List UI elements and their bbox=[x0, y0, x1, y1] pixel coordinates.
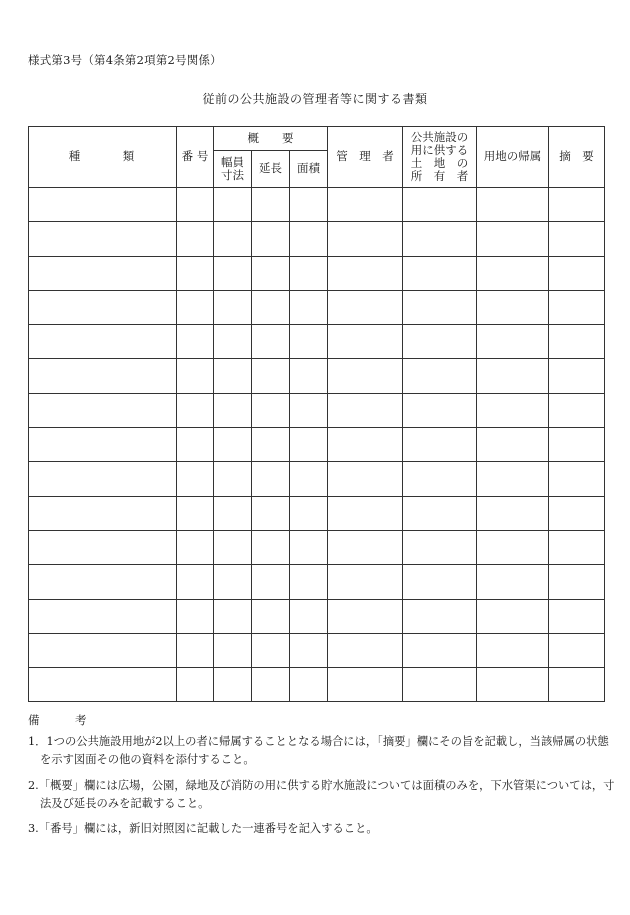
land-attribution-cell[interactable] bbox=[477, 222, 549, 256]
area-cell[interactable] bbox=[290, 530, 328, 564]
table-row bbox=[29, 325, 605, 359]
land-owner-cell[interactable] bbox=[403, 633, 477, 667]
number-cell[interactable] bbox=[177, 496, 214, 530]
land-owner-cell[interactable] bbox=[403, 668, 477, 702]
width-size-cell[interactable] bbox=[214, 290, 252, 324]
type-cell[interactable] bbox=[29, 428, 177, 462]
manager-cell[interactable] bbox=[328, 290, 403, 324]
number-cell[interactable] bbox=[177, 462, 214, 496]
land-attribution-cell[interactable] bbox=[477, 633, 549, 667]
type-cell[interactable] bbox=[29, 188, 177, 222]
table-row bbox=[29, 565, 605, 599]
header-land-owner bbox=[403, 127, 477, 188]
length-cell[interactable] bbox=[252, 668, 290, 702]
type-cell[interactable] bbox=[29, 393, 177, 427]
table-row bbox=[29, 428, 605, 462]
remark-note-3: 3.「番号」欄には，新旧対照図に記載した一連番号を記入すること。 bbox=[28, 822, 378, 835]
area-cell[interactable] bbox=[290, 188, 328, 222]
land-owner-cell[interactable] bbox=[403, 565, 477, 599]
manager-cell[interactable] bbox=[328, 599, 403, 633]
table-row bbox=[29, 633, 605, 667]
land-owner-cell[interactable] bbox=[403, 599, 477, 633]
header-summary: 摘 要 bbox=[549, 127, 605, 188]
land-owner-cell[interactable] bbox=[403, 462, 477, 496]
land-attribution-cell[interactable] bbox=[477, 393, 549, 427]
length-cell[interactable] bbox=[252, 428, 290, 462]
land-owner-line-1: 公共施設の bbox=[410, 129, 469, 144]
header-length: 延長 bbox=[252, 151, 290, 188]
manager-cell[interactable] bbox=[328, 188, 403, 222]
summary-cell[interactable] bbox=[549, 256, 605, 290]
land-owner-line-4: 所 有 者 bbox=[410, 169, 469, 184]
land-owner-cell[interactable] bbox=[403, 325, 477, 359]
land-attribution-cell[interactable] bbox=[477, 530, 549, 564]
width-size-cell[interactable] bbox=[214, 222, 252, 256]
table-row bbox=[29, 462, 605, 496]
number-cell[interactable] bbox=[177, 325, 214, 359]
area-cell[interactable] bbox=[290, 359, 328, 393]
type-cell[interactable] bbox=[29, 599, 177, 633]
header-width-size bbox=[214, 151, 252, 188]
land-owner-cell[interactable] bbox=[403, 188, 477, 222]
length-cell[interactable] bbox=[252, 359, 290, 393]
land-attribution-cell[interactable] bbox=[477, 599, 549, 633]
land-owner-cell[interactable] bbox=[403, 222, 477, 256]
type-cell[interactable] bbox=[29, 565, 177, 599]
width-size-cell[interactable] bbox=[214, 428, 252, 462]
remark-note-1: 1．1つの公共施設用地が2以上の者に帰属することとなる場合には，「摘要」欄にその旨を記載し，当該帰属の状態を示す図面その他の資料を添付すること。 bbox=[28, 735, 609, 767]
type-cell[interactable] bbox=[29, 633, 177, 667]
type-cell[interactable] bbox=[29, 462, 177, 496]
table-row bbox=[29, 222, 605, 256]
number-cell[interactable] bbox=[177, 359, 214, 393]
summary-cell[interactable] bbox=[549, 325, 605, 359]
summary-cell[interactable] bbox=[549, 633, 605, 667]
number-cell[interactable] bbox=[177, 668, 214, 702]
width-size-cell[interactable] bbox=[214, 633, 252, 667]
land-attribution-cell[interactable] bbox=[477, 428, 549, 462]
type-cell[interactable] bbox=[29, 256, 177, 290]
area-cell[interactable] bbox=[290, 428, 328, 462]
width-size-cell[interactable] bbox=[214, 668, 252, 702]
header-area: 面積 bbox=[290, 151, 328, 188]
land-owner-line-3: 土 地 の bbox=[410, 156, 469, 170]
area-cell[interactable] bbox=[290, 325, 328, 359]
type-cell[interactable] bbox=[29, 496, 177, 530]
manager-cell[interactable] bbox=[328, 633, 403, 667]
land-attribution-cell[interactable] bbox=[477, 496, 549, 530]
width-size-cell[interactable] bbox=[214, 565, 252, 599]
area-cell[interactable] bbox=[290, 496, 328, 530]
number-cell[interactable] bbox=[177, 222, 214, 256]
area-cell[interactable] bbox=[290, 462, 328, 496]
remarks-heading: 備 考 bbox=[28, 713, 99, 727]
width-size-cell[interactable] bbox=[214, 462, 252, 496]
type-cell[interactable] bbox=[29, 290, 177, 324]
land-attribution-cell[interactable] bbox=[477, 188, 549, 222]
header-land-attribution: 用地の帰属 bbox=[477, 127, 549, 188]
document-title: 従前の公共施設の管理者等に関する書類 bbox=[202, 92, 428, 106]
area-cell[interactable] bbox=[290, 633, 328, 667]
length-cell[interactable] bbox=[252, 565, 290, 599]
manager-cell[interactable] bbox=[328, 393, 403, 427]
number-cell[interactable] bbox=[177, 393, 214, 427]
summary-cell[interactable] bbox=[549, 530, 605, 564]
width-size-cell[interactable] bbox=[214, 393, 252, 427]
number-cell[interactable] bbox=[177, 290, 214, 324]
width-size-cell[interactable] bbox=[214, 599, 252, 633]
length-cell[interactable] bbox=[252, 188, 290, 222]
type-cell[interactable] bbox=[29, 359, 177, 393]
manager-cell[interactable] bbox=[328, 462, 403, 496]
number-cell[interactable] bbox=[177, 256, 214, 290]
manager-cell[interactable] bbox=[328, 428, 403, 462]
length-cell[interactable] bbox=[252, 530, 290, 564]
area-cell[interactable] bbox=[290, 290, 328, 324]
land-owner-cell[interactable] bbox=[403, 290, 477, 324]
type-cell[interactable] bbox=[29, 530, 177, 564]
width-size-line-1: 幅員 bbox=[221, 154, 244, 169]
land-owner-line-2: 用に供する bbox=[410, 142, 469, 157]
land-owner-cell[interactable] bbox=[403, 428, 477, 462]
land-attribution-cell[interactable] bbox=[477, 325, 549, 359]
width-size-cell[interactable] bbox=[214, 496, 252, 530]
table-row bbox=[29, 290, 605, 324]
facility-table bbox=[28, 126, 605, 702]
manager-cell[interactable] bbox=[328, 256, 403, 290]
width-size-cell[interactable] bbox=[214, 530, 252, 564]
remark-note-2: 2.「概要」欄には広場，公園，緑地及び消防の用に供する貯水施設については面積のみを，下水管渠については，寸法及び延長のみを記載すること。 bbox=[28, 779, 615, 811]
table-body bbox=[29, 188, 605, 702]
manager-cell[interactable] bbox=[328, 222, 403, 256]
length-cell[interactable] bbox=[252, 599, 290, 633]
table-row bbox=[29, 599, 605, 633]
land-attribution-cell[interactable] bbox=[477, 290, 549, 324]
table-row bbox=[29, 668, 605, 702]
summary-cell[interactable] bbox=[549, 188, 605, 222]
area-cell[interactable] bbox=[290, 565, 328, 599]
header-overview: 概 要 bbox=[214, 127, 328, 151]
land-attribution-cell[interactable] bbox=[477, 668, 549, 702]
number-cell[interactable] bbox=[177, 188, 214, 222]
summary-cell[interactable] bbox=[549, 359, 605, 393]
summary-cell[interactable] bbox=[549, 222, 605, 256]
width-size-cell[interactable] bbox=[214, 188, 252, 222]
length-cell[interactable] bbox=[252, 496, 290, 530]
summary-cell[interactable] bbox=[549, 290, 605, 324]
table-row bbox=[29, 393, 605, 427]
table-row bbox=[29, 496, 605, 530]
table-row bbox=[29, 188, 605, 222]
land-owner-cell[interactable] bbox=[403, 359, 477, 393]
length-cell[interactable] bbox=[252, 462, 290, 496]
land-attribution-cell[interactable] bbox=[477, 359, 549, 393]
width-size-cell[interactable] bbox=[214, 359, 252, 393]
header-type: 種 類 bbox=[29, 127, 177, 188]
manager-cell[interactable] bbox=[328, 668, 403, 702]
manager-cell[interactable] bbox=[328, 530, 403, 564]
type-cell[interactable] bbox=[29, 668, 177, 702]
type-cell[interactable] bbox=[29, 222, 177, 256]
manager-cell[interactable] bbox=[328, 565, 403, 599]
number-cell[interactable] bbox=[177, 633, 214, 667]
table-row bbox=[29, 530, 605, 564]
width-size-cell[interactable] bbox=[214, 325, 252, 359]
summary-cell[interactable] bbox=[549, 428, 605, 462]
land-owner-cell[interactable] bbox=[403, 393, 477, 427]
summary-cell[interactable] bbox=[549, 599, 605, 633]
manager-cell[interactable] bbox=[328, 496, 403, 530]
length-cell[interactable] bbox=[252, 256, 290, 290]
number-cell[interactable] bbox=[177, 565, 214, 599]
summary-cell[interactable] bbox=[549, 496, 605, 530]
length-cell[interactable] bbox=[252, 290, 290, 324]
length-cell[interactable] bbox=[252, 633, 290, 667]
type-cell[interactable] bbox=[29, 325, 177, 359]
header-number: 番 号 bbox=[177, 127, 214, 188]
number-cell[interactable] bbox=[177, 428, 214, 462]
area-cell[interactable] bbox=[290, 668, 328, 702]
header-manager: 管 理 者 bbox=[328, 127, 403, 188]
area-cell[interactable] bbox=[290, 222, 328, 256]
summary-cell[interactable] bbox=[549, 462, 605, 496]
land-owner-cell[interactable] bbox=[403, 256, 477, 290]
area-cell[interactable] bbox=[290, 256, 328, 290]
area-cell[interactable] bbox=[290, 599, 328, 633]
summary-cell[interactable] bbox=[549, 668, 605, 702]
length-cell[interactable] bbox=[252, 393, 290, 427]
manager-cell[interactable] bbox=[328, 325, 403, 359]
width-size-cell[interactable] bbox=[214, 256, 252, 290]
land-attribution-cell[interactable] bbox=[477, 462, 549, 496]
length-cell[interactable] bbox=[252, 222, 290, 256]
land-owner-cell[interactable] bbox=[403, 496, 477, 530]
number-cell[interactable] bbox=[177, 530, 214, 564]
width-size-line-2: 寸法 bbox=[221, 168, 244, 182]
land-attribution-cell[interactable] bbox=[477, 565, 549, 599]
land-owner-cell[interactable] bbox=[403, 530, 477, 564]
table-row bbox=[29, 359, 605, 393]
length-cell[interactable] bbox=[252, 325, 290, 359]
summary-cell[interactable] bbox=[549, 565, 605, 599]
number-cell[interactable] bbox=[177, 599, 214, 633]
land-attribution-cell[interactable] bbox=[477, 256, 549, 290]
area-cell[interactable] bbox=[290, 393, 328, 427]
summary-cell[interactable] bbox=[549, 393, 605, 427]
manager-cell[interactable] bbox=[328, 359, 403, 393]
form-label: 様式第3号（第4条第2項第2号関係） bbox=[28, 53, 222, 67]
table-row bbox=[29, 256, 605, 290]
